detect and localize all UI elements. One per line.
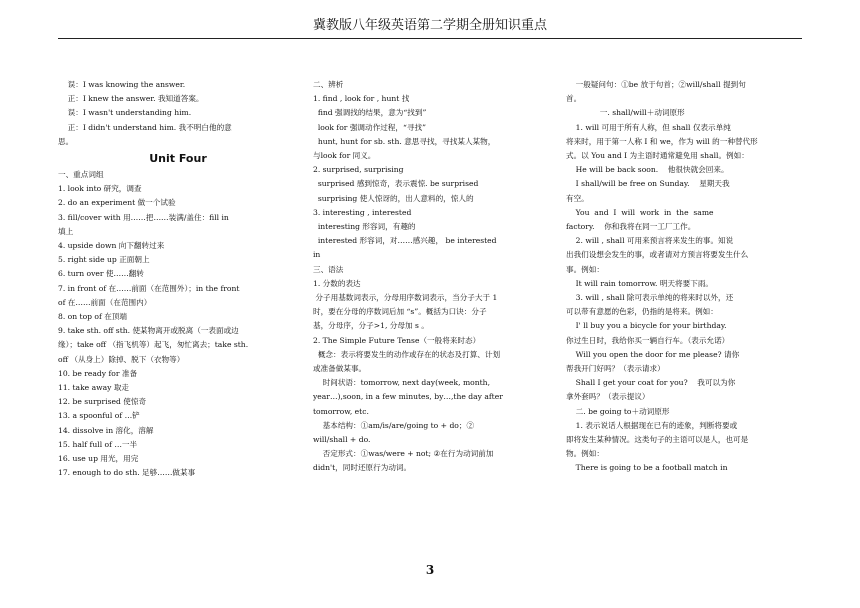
text-line: 正：I didn't understand him. 我不明白他的意 bbox=[58, 122, 232, 132]
text-line: off （从身上）除掉、脱下（衣物等） bbox=[58, 354, 185, 364]
text-line: 与look for 同义。 bbox=[313, 151, 376, 161]
text-block-top bbox=[58, 78, 298, 149]
text-line: You and I will work in the same bbox=[566, 207, 714, 217]
text-line: 12. be surprised 使惊奇 bbox=[58, 397, 147, 407]
text-line: look for 强调动作过程，“寻找” bbox=[313, 122, 426, 132]
text-line: 2. do an experiment 做一个试验 bbox=[58, 198, 176, 208]
text-line: I shall/will be free on Sunday. 星期天我 bbox=[566, 179, 730, 189]
text-line: 8. on top of 在顶端 bbox=[58, 312, 128, 322]
text-line: 5. right side up 正面朝上 bbox=[58, 255, 150, 265]
text-line: surprised 感到惊奇，表示震惊. be surprised bbox=[313, 179, 479, 189]
text-line: 分子用基数词表示，分母用序数词表示，当分子大于 1 bbox=[313, 293, 498, 303]
text-line: 基本结构：①am/is/are/going to + do；② bbox=[313, 420, 475, 430]
text-line: There is going to be a football match in bbox=[566, 463, 728, 473]
text-line: 将来时，用于第一人称 I 和 we，作为 will 的一种替代形 bbox=[566, 136, 758, 146]
text-line: 2. surprised, surprising bbox=[313, 165, 404, 175]
text-line: surprising 使人惊讶的，出人意料的，惊人的 bbox=[313, 193, 474, 203]
text-line: 1. 分数的表达 bbox=[313, 278, 361, 288]
text-line: 式。以 You and I 为主语时通常避免用 shall。例如： bbox=[566, 151, 749, 161]
text-line: 事。例如： bbox=[566, 264, 604, 274]
text-line: 1. will 可用于所有人称，但 shall 仅表示单纯 bbox=[566, 122, 731, 132]
text-line: 出我们设想会发生的事，或者请对方预言将要发生什么 bbox=[566, 250, 749, 260]
text-line: 二、辨析 bbox=[313, 80, 344, 89]
text-line: 三、语法 bbox=[313, 264, 344, 274]
text-line: 误：I wasn't understanding him. bbox=[58, 108, 192, 118]
page-header-title: 冀教版八年级英语第二学期全册知识重点 bbox=[312, 18, 547, 33]
text-line: 帮我开门好吗？（表示请求） bbox=[566, 364, 665, 374]
text-line: 7. in front of 在……前面（在范围外）；in the front bbox=[58, 283, 240, 293]
text-line: hunt, hunt for sb. sth. 意思寻找，寻找某人某物， bbox=[313, 136, 496, 146]
text-line: tomorrow, etc. bbox=[313, 406, 369, 416]
text-line: year…),soon, in a few minutes, by…,the day after bbox=[313, 392, 503, 402]
text-line: 缘）；take off （指飞机等）起飞，匆忙离去；take sth. bbox=[58, 340, 249, 350]
text-line: 3. interesting , interested bbox=[313, 207, 412, 217]
column-right bbox=[566, 78, 802, 476]
text-block-bottom bbox=[58, 168, 298, 480]
text-line: 填上 bbox=[58, 226, 74, 236]
text-line: Will you open the door for me please? 请你 bbox=[566, 349, 740, 359]
text-line: will/shall + do. bbox=[313, 435, 371, 445]
text-line: 思。 bbox=[58, 136, 74, 146]
text-line: 即将发生某种情况。这类句子的主语可以是人，也可是 bbox=[566, 435, 749, 445]
text-line: 拿外套吗？（表示提议） bbox=[566, 392, 650, 402]
text-line: I' ll buy you a bicycle for your birthday. bbox=[566, 321, 727, 331]
text-line: 4. upside down 向下翻转过来 bbox=[58, 241, 165, 251]
text-line: interested 形容词，对……感兴趣， be interested bbox=[313, 236, 497, 246]
text-line: 首。 bbox=[566, 94, 582, 104]
text-line: 17. enough to do sth. 足够……做某事 bbox=[58, 468, 196, 478]
text-line: 时间状语：tomorrow, next day(week, month, bbox=[313, 378, 490, 388]
text-line: 13. a spoonful of …铲 bbox=[58, 411, 140, 421]
text-line: 或准备做某事。 bbox=[313, 364, 367, 374]
text-line: 1. find , look for , hunt 找 bbox=[313, 94, 410, 104]
text-line: 6. turn over 使……翻转 bbox=[58, 269, 144, 279]
text-line: 一. shall/will＋动词原形 bbox=[566, 108, 685, 118]
text-line: interesting 形容词，有趣的 bbox=[313, 222, 416, 232]
text-line: 你过生日时，我给你买一辆自行车。（表示允诺） bbox=[566, 335, 730, 345]
text-line: find 强调找的结果，意为“找到” bbox=[313, 108, 427, 118]
text-line: 3. will , shall 除可表示单纯的将来时以外，还 bbox=[566, 293, 734, 303]
text-line: 9. take sth. off sth. 使某物离开或脱离（一表面或边 bbox=[58, 326, 239, 336]
text-line: didn't，同时还原行为动词。 bbox=[313, 463, 412, 473]
text-line: 10. be ready for 准备 bbox=[58, 368, 138, 378]
text-line: 3. fill/cover with 用……把……装满/盖住：fill in bbox=[58, 212, 229, 222]
text-line: 2. will , shall 可用来预言将来发生的事。知说 bbox=[566, 236, 734, 246]
text-line: 15. half full of …一半 bbox=[58, 439, 138, 449]
text-line: 物。例如： bbox=[566, 449, 604, 459]
text-line: 有空。 bbox=[566, 193, 589, 203]
text-line: 可以带有意愿的色彩，仍指的是将来。例如： bbox=[566, 307, 718, 317]
text-line: 误：I was knowing the answer. bbox=[58, 80, 186, 89]
text-line: 16. use up 用光，用完 bbox=[58, 454, 139, 464]
text-line: 正：I knew the answer. 我知道答案。 bbox=[58, 94, 204, 104]
text-line: 一般疑问句：①be 放于句首；②will/shall 提到句 bbox=[566, 80, 746, 89]
column-middle bbox=[313, 78, 550, 476]
text-line: 概念：表示将要发生的动作或存在的状态及打算、计划 bbox=[313, 349, 501, 359]
text-line: 时，要在分母的序数词后加 “s”。概括为口诀：分子 bbox=[313, 307, 487, 317]
text-line: 1. look into 研究，调查 bbox=[58, 184, 142, 194]
text-line: 否定形式：①was/were + not; ②在行为动词前加 bbox=[313, 449, 494, 459]
text-line: 2. The Simple Future Tense（一般将来时态） bbox=[313, 335, 481, 345]
text-line: 二. be going to＋动词原形 bbox=[566, 406, 670, 416]
text-line: 一、重点词组 bbox=[58, 170, 104, 180]
text-line: 1. 表示说话人根据现在已有的迹象，判断将要或 bbox=[566, 420, 738, 430]
text-line: of 在……前面（在范围内） bbox=[58, 297, 152, 307]
text-line: 基，分母序，分子>1, 分母加 s 。 bbox=[313, 321, 429, 331]
header-rule bbox=[58, 38, 802, 39]
page-number: 3 bbox=[425, 563, 435, 577]
column-left bbox=[58, 78, 298, 480]
text-line: He will be back soon. 他很快就会回来。 bbox=[566, 165, 729, 175]
text-line: Shall I get your coat for you? 我可以为你 bbox=[566, 378, 736, 388]
text-line: factory. 你和我将在同一工厂工作。 bbox=[566, 222, 696, 232]
text-line: in bbox=[313, 250, 321, 260]
text-line: 11. take away 取走 bbox=[58, 383, 130, 393]
text-line: 14. dissolve in 溶化，溶解 bbox=[58, 425, 154, 435]
unit-title: Unit Four bbox=[149, 152, 207, 166]
text-line: It will rain tomorrow. 明天将要下雨。 bbox=[566, 278, 714, 288]
